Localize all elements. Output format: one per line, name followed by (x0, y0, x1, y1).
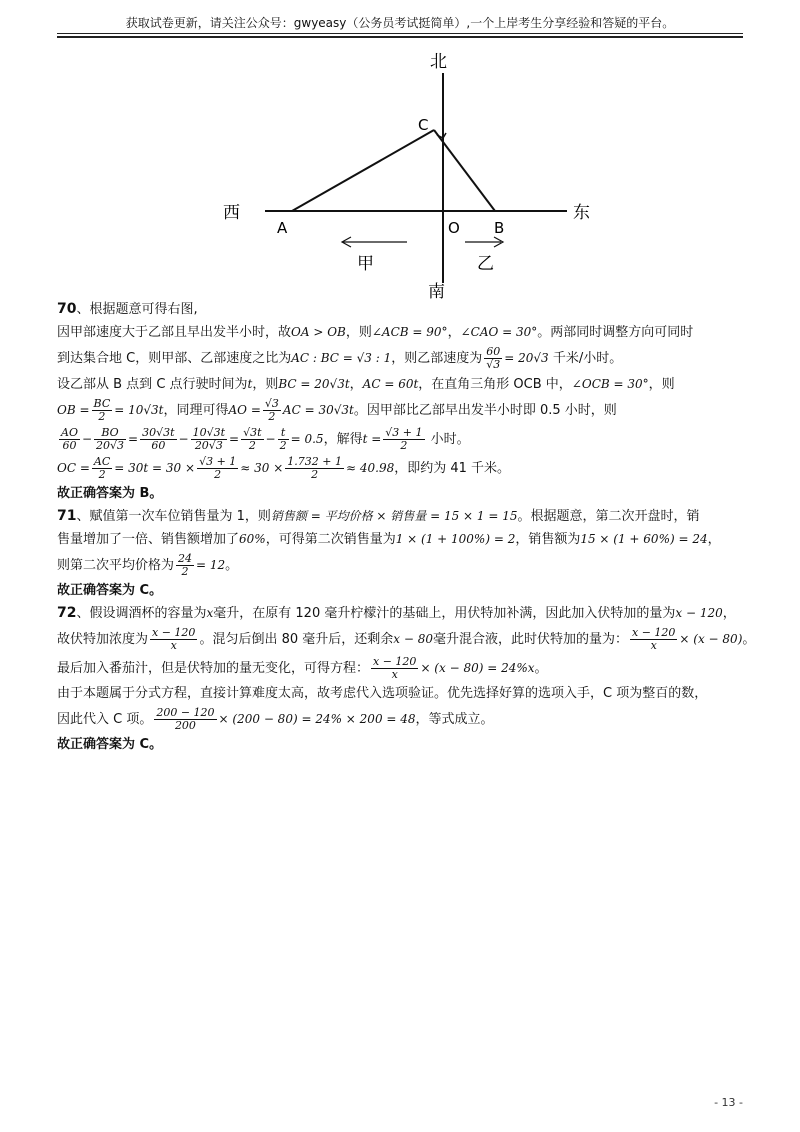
math-expression: OA > OB (291, 325, 346, 339)
q72-text: 故伏特加浓度为 (57, 632, 149, 647)
math-expression: ∠CAO = 30° (460, 325, 538, 339)
q70-text: ，即约为 41 千米。 (394, 461, 511, 476)
math-fraction (150, 627, 197, 652)
math-expression: 15 × (1 + 60%) = 24 (580, 532, 708, 546)
label-east: 东 (573, 203, 590, 223)
fraction-denominator: 20√3 (96, 439, 125, 452)
math-fraction (154, 707, 216, 732)
fraction-denominator: 2 (268, 410, 276, 423)
math-fraction (197, 456, 238, 481)
fraction-numerator: 60 (484, 346, 502, 359)
fraction-denominator: √3 (486, 358, 501, 371)
q70-text: 小时。 (430, 432, 470, 447)
label-point-a: A (277, 219, 288, 237)
q72-text: 。 (742, 632, 756, 647)
math-fraction (191, 427, 227, 452)
q70-line-7 (57, 454, 743, 483)
math-expression: AC : BC = √3 : 1 (291, 351, 392, 365)
math-expression: = 30t = 30 × (114, 461, 196, 475)
q70-text: 。因甲部比乙部早出发半小时即 0.5 小时，则 (353, 403, 617, 418)
fraction-numerator: √3t (243, 426, 262, 439)
q71-line-1 (57, 505, 743, 528)
math-expression: AO = (228, 403, 261, 417)
math-expression: = 10√3t (114, 403, 164, 417)
q70-text: 千米/小时。 (552, 351, 623, 366)
math-expression: × (200 − 80) = 24% × 200 = 48 (218, 712, 416, 726)
math-expression: OB = (57, 403, 90, 417)
fraction-denominator: x (170, 639, 177, 652)
math-expression: AC = 30√3t (282, 403, 354, 417)
label-north: 北 (430, 52, 447, 72)
q70-line-4 (57, 373, 743, 396)
q70-text: 因甲部速度大于乙部且早出发半小时，故 (57, 325, 292, 340)
q72-line-5 (57, 705, 743, 734)
fraction-denominator: 2 (400, 439, 408, 452)
q72-text: 最后加入番茄汁，但是伏特加的量无变化，可得方程： (57, 661, 370, 676)
math-expression: 60% (239, 532, 266, 546)
fraction-numerator: AO (61, 426, 78, 439)
math-fraction (92, 398, 113, 423)
q71-line-3 (57, 551, 743, 580)
fraction-denominator: x (391, 668, 398, 681)
q71-text: ，销售额为 (515, 532, 581, 547)
fraction-denominator: 2 (214, 468, 222, 481)
q72-text: 。混匀后倒出 80 毫升后，还剩余 (199, 632, 394, 647)
fraction-numerator: BC (93, 397, 111, 410)
math-fraction (383, 427, 424, 452)
q70-text: ，同理可得 (163, 403, 229, 418)
q70-text: ，则 (345, 325, 372, 340)
q71-text: 、赋值第一次车位销售量为 1，则 (76, 509, 271, 524)
q72-text: 。 (534, 661, 548, 676)
label-west: 西 (223, 203, 240, 223)
label-south: 南 (428, 282, 445, 300)
math-operator: − (81, 432, 93, 446)
q72-text: 毫升，在原有 120 毫升柠檬汁的基础上，用伏特加补满，因此加入伏特加的量为 (213, 606, 676, 621)
math-expression: OC = (57, 461, 90, 475)
header-rule-thick (57, 36, 743, 38)
q70-text: ，解得 (323, 432, 363, 447)
q70-text: ， (349, 377, 363, 392)
q70-line-5 (57, 396, 743, 425)
fraction-numerator: x − 120 (632, 626, 676, 639)
math-operator: = (229, 432, 240, 446)
q70-answer: 故正确答案为 B。 (57, 486, 163, 501)
math-expression: ∠ACB = 90° (371, 325, 448, 339)
fraction-denominator: 60 (151, 439, 166, 452)
q72-line-3 (57, 654, 743, 683)
solution-content (57, 298, 756, 756)
q71-text: ， (707, 532, 721, 547)
q71-text: ，可得第二次销售量为 (265, 532, 396, 547)
fraction-numerator: x − 120 (373, 655, 417, 668)
math-expression: x − 80 (393, 632, 433, 646)
fraction-numerator: √3 + 1 (199, 455, 237, 468)
fraction-denominator: 2 (181, 565, 189, 578)
fraction-denominator: 20√3 (194, 439, 223, 452)
page-number: - 13 - (714, 1096, 743, 1109)
header-rule (57, 33, 743, 34)
math-fraction (59, 427, 80, 452)
fraction-numerator: 1.732 + 1 (287, 455, 342, 468)
math-operator: − (178, 432, 189, 446)
math-expression: BC = 20√3t (278, 377, 350, 391)
q71-text: 售量增加了一倍、销售额增加了 (57, 532, 240, 547)
math-expression: x − 120 (675, 606, 723, 620)
q71-text: 。根据题意，第二次开盘时，销 (517, 509, 700, 524)
math-expression: = 12 (196, 558, 226, 572)
segment-ac (292, 130, 434, 211)
fraction-numerator: AC (93, 455, 111, 468)
math-fraction (241, 427, 263, 452)
fraction-numerator: 200 − 120 (156, 706, 215, 719)
fraction-numerator: x − 120 (152, 626, 196, 639)
question-number-70: 70 (57, 301, 77, 317)
q70-text: 设乙部从 B 点到 C 点行驶时间为 (57, 377, 248, 392)
fraction-numerator: 10√3t (192, 426, 226, 439)
q72-answer: 故正确答案为 C。 (57, 737, 163, 752)
math-operator: − (265, 432, 276, 446)
fraction-numerator: t (278, 427, 289, 440)
q70-text: ，则 (648, 377, 675, 392)
q72-text: ，等式成立。 (415, 712, 494, 727)
math-fraction (278, 427, 289, 452)
label-yi: 乙 (477, 254, 494, 274)
math-expression: t = (362, 432, 382, 446)
math-fraction (484, 346, 502, 371)
q70-text: ， (447, 325, 461, 340)
math-operator: = (128, 432, 139, 446)
q72-text: 毫升混合液，此时伏特加的量为： (432, 632, 628, 647)
math-expression: ≈ 30 × (240, 461, 284, 475)
label-point-c: C (418, 116, 429, 134)
math-expression: × (x − 80) (679, 632, 743, 646)
math-fraction (285, 456, 344, 481)
math-expression: = 20√3 (504, 351, 549, 365)
fraction-denominator: 60 (62, 439, 77, 452)
fraction-numerator: √3 + 1 (385, 426, 423, 439)
label-point-b: B (494, 219, 505, 237)
math-expression: x (206, 606, 214, 620)
q70-line-6 (57, 425, 743, 454)
q70-line-3 (57, 344, 743, 373)
q72-line-1 (57, 602, 743, 625)
math-expression: AC = 60t (362, 377, 419, 391)
math-expression: 1 × (1 + 100%) = 2 (395, 532, 516, 546)
q71-text: 则第二次平均价格为 (57, 558, 175, 573)
fraction-denominator: 2 (98, 468, 106, 481)
fraction-numerator: 30√3t (142, 426, 175, 439)
q72-text: 因此代入 C 项。 (57, 712, 153, 727)
math-expression: 销售额 = 平均价格 × 销售量 = 15 × 1 = 15 (270, 509, 518, 523)
math-fraction (94, 427, 126, 452)
q70-text: ，则 (252, 377, 279, 392)
q71-answer: 故正确答案为 C。 (57, 583, 163, 598)
q71-line-2 (57, 528, 743, 551)
math-fraction (176, 553, 194, 578)
page-header: 获取试卷更新，请关注公众号：gwyeasy（公务员考试挺简单）,一个上岸考生分享经验和答疑的平台。 (125, 16, 675, 30)
q70-text: 到达集合地 C，则甲部、乙部速度之比为 (57, 351, 292, 366)
fraction-denominator: x (650, 639, 657, 652)
math-expression: t (247, 377, 253, 391)
q72-text: ， (722, 606, 736, 621)
question-number-72: 72 (57, 605, 77, 621)
fraction-numerator: 24 (178, 552, 193, 565)
fraction-numerator: √3 (264, 397, 279, 410)
fraction-numerator: BO (94, 427, 126, 440)
math-expression: = 0.5 (290, 432, 324, 446)
q71-text: 。 (225, 558, 239, 573)
q70-line-2 (57, 321, 743, 344)
q70-text: ，在直角三角形 OCB 中， (418, 377, 572, 392)
fraction-denominator: 2 (279, 439, 287, 452)
math-fraction (371, 656, 418, 681)
math-expression: ∠OCB = 30° (571, 377, 649, 391)
math-fraction (140, 427, 176, 452)
math-fraction (263, 398, 281, 423)
q72-line-4: 由于本题属于分式方程，直接计算难度太高，故考虑代入选项验证。优先选择好算的选项入手，C 项为整百的数， (57, 686, 708, 701)
q70-text: ，则乙部速度为 (391, 351, 483, 366)
math-fraction (630, 627, 677, 652)
label-jia: 甲 (357, 254, 374, 274)
fraction-denominator: 2 (248, 439, 256, 452)
question-number-71: 71 (57, 508, 77, 524)
q70-line-1 (57, 298, 743, 321)
q72-line-2 (57, 625, 756, 654)
q70-text: 、根据题意可得右图, (76, 302, 198, 317)
math-fraction (92, 456, 112, 481)
fraction-denominator: 200 (174, 719, 196, 732)
q70-text: 。两部同时调整方向可同时 (537, 325, 694, 340)
fraction-denominator: 2 (98, 410, 106, 423)
math-expression: × (x − 80) = 24%x (420, 661, 535, 675)
q72-text: 、假设调酒杯的容量为 (76, 606, 207, 621)
direction-diagram (215, 45, 605, 300)
math-expression: ≈ 40.98 (346, 461, 395, 475)
label-point-o: O (448, 219, 460, 237)
fraction-denominator: 2 (311, 468, 319, 481)
